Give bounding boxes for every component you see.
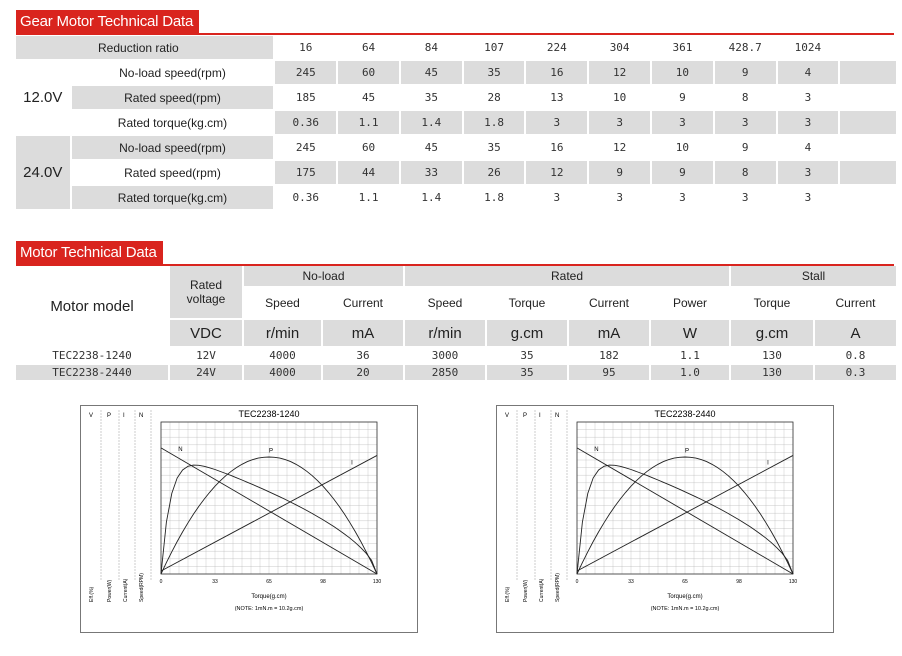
voltage-cell: 24V — [170, 365, 242, 380]
gear-24v-noload-row — [16, 136, 896, 159]
gear-12v-noload-row — [16, 61, 896, 84]
value-cell: 4000 — [244, 348, 321, 363]
value-cell: 8 — [715, 161, 776, 184]
unit-current: mA — [323, 320, 403, 346]
value-cell: 185 — [275, 86, 336, 109]
axis-label: Eff.(%) — [505, 586, 511, 602]
value-cell: 35 — [464, 61, 525, 84]
x-tick-label: 0 — [159, 579, 163, 585]
graph-panel-1240 — [80, 405, 418, 633]
column-head: I — [539, 413, 541, 419]
value-cell: 130 — [731, 348, 813, 363]
value-cell: 36 — [323, 348, 403, 363]
value-cell: 3 — [778, 186, 839, 209]
value-cell: 44 — [338, 161, 399, 184]
rated-power-head: Power — [651, 288, 729, 318]
ratio-cell: 16 — [275, 36, 336, 59]
ratio-cell: 428.7 — [715, 36, 776, 59]
model-cell: TEC2238-1240 — [16, 348, 168, 363]
ratio-cell: 304 — [589, 36, 650, 59]
graph-note: (NOTE: 1mN.m = 10.2g.cm) — [650, 606, 720, 612]
value-cell: 35 — [464, 136, 525, 159]
ratio-cell: 361 — [652, 36, 713, 59]
noload-speed-head: Speed — [244, 288, 321, 318]
value-cell: 4 — [778, 136, 839, 159]
value-cell: 13 — [526, 86, 587, 109]
value-cell: 3 — [778, 161, 839, 184]
gear-12v-rated-torque-row — [16, 111, 896, 134]
value-cell: 35 — [401, 86, 462, 109]
rated-current-head: Current — [569, 288, 649, 318]
motor-row — [16, 348, 896, 363]
value-cell: 3 — [715, 111, 776, 134]
value-pad — [840, 161, 896, 184]
rated-speed-head: Speed — [405, 288, 485, 318]
motor-row — [16, 365, 896, 380]
motor-group-head-row — [16, 266, 896, 286]
value-cell: 1.8 — [464, 111, 525, 134]
performance-curve-1240 — [81, 406, 417, 632]
value-cell: 12 — [589, 61, 650, 84]
axis-label: Speed(RPM) — [555, 573, 561, 602]
ratio-pad — [840, 36, 896, 59]
x-tick-label: 65 — [266, 579, 272, 585]
row-label: No-load speed(rpm) — [72, 136, 274, 159]
value-cell: 4 — [778, 61, 839, 84]
value-cell: 3 — [778, 111, 839, 134]
gear-ratio-row — [16, 36, 896, 59]
value-cell: 33 — [401, 161, 462, 184]
row-label: Rated torque(kg.cm) — [72, 111, 274, 134]
x-axis-label: Torque(g.cm) — [667, 594, 703, 600]
column-head: N — [555, 413, 560, 419]
value-cell: 16 — [526, 136, 587, 159]
voltage-24v-label: 24.0V — [16, 136, 70, 209]
noload-group-label: No-load — [244, 266, 403, 286]
value-pad — [840, 186, 896, 209]
graph-title: TEC2238-2440 — [654, 409, 716, 419]
value-cell: 12 — [589, 136, 650, 159]
value-cell: 3 — [589, 186, 650, 209]
graph-panel-2440 — [496, 405, 834, 633]
value-pad — [840, 136, 896, 159]
value-cell: 8 — [715, 86, 776, 109]
value-cell: 0.3 — [815, 365, 896, 380]
ratio-cell: 1024 — [778, 36, 839, 59]
ratio-cell: 84 — [401, 36, 462, 59]
stall-group-label: Stall — [731, 266, 896, 286]
unit-stall-current: A — [815, 320, 896, 346]
value-cell: 10 — [589, 86, 650, 109]
x-tick-label: 33 — [212, 579, 218, 585]
value-cell: 3 — [589, 111, 650, 134]
axis-label: Current(A) — [123, 578, 129, 602]
value-cell: 45 — [401, 136, 462, 159]
graph-title: TEC2238-1240 — [238, 409, 300, 419]
value-cell: 1.0 — [651, 365, 729, 380]
value-cell: 245 — [275, 61, 336, 84]
x-tick-label: 98 — [320, 579, 326, 585]
value-cell: 1.4 — [401, 186, 462, 209]
value-cell: 3 — [715, 186, 776, 209]
value-cell: 1.1 — [338, 111, 399, 134]
unit-power: W — [651, 320, 729, 346]
motor-section-title: Motor Technical Data — [16, 241, 163, 265]
value-cell: 3 — [652, 186, 713, 209]
unit-speed: r/min — [244, 320, 321, 346]
gear-24v-rated-speed-row — [16, 161, 896, 184]
value-cell: 9 — [715, 61, 776, 84]
motor-table — [14, 264, 898, 382]
value-cell: 28 — [464, 86, 525, 109]
value-cell: 1.4 — [401, 111, 462, 134]
row-label: No-load speed(rpm) — [72, 61, 274, 84]
motor-model-label: Motor model — [16, 266, 168, 346]
value-pad — [840, 86, 896, 109]
axis-label: Current(A) — [539, 578, 545, 602]
unit-torque: g.cm — [487, 320, 567, 346]
column-head: I — [123, 413, 125, 419]
value-cell: 3000 — [405, 348, 485, 363]
curve-label: N — [594, 446, 599, 453]
x-tick-label: 130 — [372, 579, 382, 585]
row-label: Rated speed(rpm) — [72, 86, 274, 109]
value-cell: 1.1 — [338, 186, 399, 209]
value-cell: 60 — [338, 136, 399, 159]
gear-12v-rated-speed-row — [16, 86, 896, 109]
value-cell: 9 — [652, 161, 713, 184]
graph-note: (NOTE: 1mN.m = 10.2g.cm) — [234, 606, 304, 612]
curve-label: P — [685, 448, 690, 455]
value-cell: 9 — [715, 136, 776, 159]
value-cell: 9 — [589, 161, 650, 184]
unit-current: mA — [569, 320, 649, 346]
stall-current-head: Current — [815, 288, 896, 318]
value-cell: 12 — [526, 161, 587, 184]
model-cell: TEC2238-2440 — [16, 365, 168, 380]
value-cell: 3 — [526, 111, 587, 134]
curve-label: N — [178, 446, 183, 453]
value-cell: 45 — [401, 61, 462, 84]
column-head: V — [89, 413, 94, 419]
curve-label: P — [269, 448, 274, 455]
column-head: V — [505, 413, 510, 419]
voltage-12v-label: 12.0V — [16, 61, 70, 134]
value-cell: 175 — [275, 161, 336, 184]
voltage-cell: 12V — [170, 348, 242, 363]
value-cell: 0.36 — [275, 111, 336, 134]
value-cell: 245 — [275, 136, 336, 159]
curve-label: I — [351, 460, 353, 467]
axis-label: Eff.(%) — [89, 586, 95, 602]
axis-label: Speed(RPM) — [139, 573, 145, 602]
reduction-ratio-label: Reduction ratio — [16, 36, 273, 59]
value-cell: 3 — [652, 111, 713, 134]
value-cell: 0.8 — [815, 348, 896, 363]
x-tick-label: 98 — [736, 579, 742, 585]
rated-group-label: Rated — [405, 266, 729, 286]
value-pad — [840, 111, 896, 134]
value-cell: 1.1 — [651, 348, 729, 363]
value-cell: 26 — [464, 161, 525, 184]
value-pad — [840, 61, 896, 84]
value-cell: 2850 — [405, 365, 485, 380]
value-cell: 3 — [526, 186, 587, 209]
x-tick-label: 33 — [628, 579, 634, 585]
value-cell: 3 — [778, 86, 839, 109]
x-tick-label: 130 — [788, 579, 798, 585]
ratio-cell: 224 — [526, 36, 587, 59]
value-cell: 0.36 — [275, 186, 336, 209]
rated-voltage-label: Rated voltage — [170, 266, 242, 318]
value-cell: 10 — [652, 136, 713, 159]
value-cell: 35 — [487, 348, 567, 363]
value-cell: 20 — [323, 365, 403, 380]
stall-torque-head: Torque — [731, 288, 813, 318]
x-tick-label: 0 — [575, 579, 579, 585]
performance-curve-2440 — [497, 406, 833, 632]
value-cell: 60 — [338, 61, 399, 84]
ratio-cell: 64 — [338, 36, 399, 59]
value-cell: 182 — [569, 348, 649, 363]
column-head: P — [523, 413, 528, 419]
x-axis-label: Torque(g.cm) — [251, 594, 287, 600]
value-cell: 130 — [731, 365, 813, 380]
value-cell: 4000 — [244, 365, 321, 380]
rated-torque-head: Torque — [487, 288, 567, 318]
gear-table — [14, 34, 898, 211]
value-cell: 10 — [652, 61, 713, 84]
x-tick-label: 65 — [682, 579, 688, 585]
row-label: Rated speed(rpm) — [72, 161, 274, 184]
curve-label: I — [767, 460, 769, 467]
unit-speed: r/min — [405, 320, 485, 346]
gear-24v-rated-torque-row — [16, 186, 896, 209]
gear-section-title: Gear Motor Technical Data — [16, 10, 199, 34]
row-label: Rated torque(kg.cm) — [72, 186, 274, 209]
value-cell: 45 — [338, 86, 399, 109]
noload-current-head: Current — [323, 288, 403, 318]
value-cell: 16 — [526, 61, 587, 84]
value-cell: 9 — [652, 86, 713, 109]
ratio-cell: 107 — [464, 36, 525, 59]
value-cell: 95 — [569, 365, 649, 380]
axis-label: Power(W) — [523, 579, 529, 602]
value-cell: 35 — [487, 365, 567, 380]
unit-vdc: VDC — [170, 320, 242, 346]
unit-torque: g.cm — [731, 320, 813, 346]
axis-label: Power(W) — [107, 579, 113, 602]
column-head: P — [107, 413, 112, 419]
column-head: N — [139, 413, 144, 419]
value-cell: 1.8 — [464, 186, 525, 209]
